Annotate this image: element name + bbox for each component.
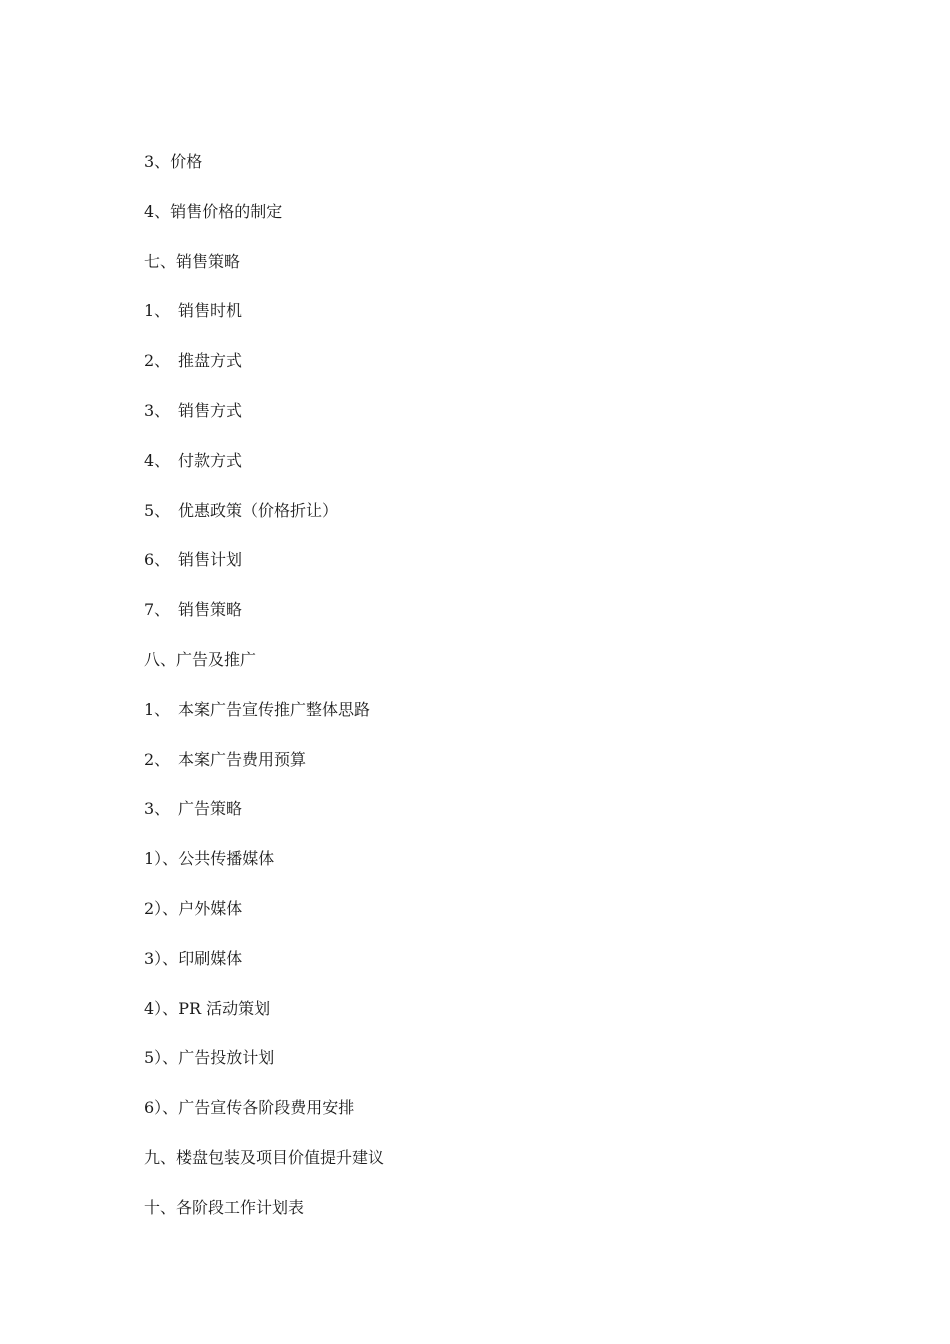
item-number: 6）、 bbox=[144, 1098, 179, 1118]
outline-item bbox=[144, 449, 384, 499]
item-number: 2、 bbox=[144, 351, 171, 371]
item-text: 广告及推广 bbox=[176, 649, 257, 669]
item-number: 5）、 bbox=[144, 1048, 179, 1068]
item-number: 3、 bbox=[144, 799, 171, 819]
outline-item bbox=[144, 349, 384, 399]
item-text: 推盘方式 bbox=[178, 351, 243, 371]
item-text: 广告投放计划 bbox=[178, 1048, 275, 1068]
sub-item bbox=[144, 847, 384, 897]
item-number: 1、 bbox=[144, 301, 171, 321]
outline-item bbox=[144, 150, 384, 200]
item-number: 5、 bbox=[144, 500, 171, 520]
item-number: 3）、 bbox=[144, 948, 179, 968]
section-heading bbox=[144, 648, 384, 698]
item-number: 3、 bbox=[144, 152, 171, 171]
item-number: 九、 bbox=[144, 1147, 177, 1167]
item-number: 十、 bbox=[144, 1197, 177, 1217]
item-number: 1）、 bbox=[144, 849, 179, 869]
outline-item bbox=[144, 399, 384, 449]
item-text: 本案广告宣传推广整体思路 bbox=[178, 699, 371, 719]
item-text: PR 活动策划 bbox=[178, 998, 271, 1018]
item-number: 4）、 bbox=[144, 998, 179, 1018]
item-number: 2）、 bbox=[144, 898, 179, 918]
outline-item bbox=[144, 748, 384, 798]
sub-item bbox=[144, 1096, 384, 1146]
sub-item bbox=[144, 1046, 384, 1096]
item-text: 销售方式 bbox=[178, 400, 243, 420]
item-number: 1、 bbox=[144, 699, 171, 719]
item-text: 销售价格的制定 bbox=[170, 201, 283, 221]
item-number: 4、 bbox=[144, 201, 171, 221]
item-text: 楼盘包装及项目价值提升建议 bbox=[176, 1147, 385, 1167]
outline-item bbox=[144, 200, 384, 250]
item-text: 价格 bbox=[170, 152, 203, 171]
item-number: 7、 bbox=[144, 600, 171, 620]
item-text: 付款方式 bbox=[178, 450, 243, 470]
item-text: 各阶段工作计划表 bbox=[176, 1197, 305, 1217]
item-text: 销售策略 bbox=[178, 600, 243, 620]
item-text: 广告策略 bbox=[178, 799, 243, 819]
outline-item bbox=[144, 499, 384, 549]
item-text: 广告宣传各阶段费用安排 bbox=[178, 1098, 355, 1118]
item-text: 销售时机 bbox=[178, 301, 243, 321]
outline-item bbox=[144, 548, 384, 598]
item-text: 户外媒体 bbox=[178, 898, 243, 918]
item-number: 八、 bbox=[144, 649, 177, 669]
item-number: 七、 bbox=[144, 251, 177, 271]
outline-item bbox=[144, 698, 384, 748]
section-heading bbox=[144, 250, 384, 300]
outline-item bbox=[144, 598, 384, 648]
item-number: 2、 bbox=[144, 749, 171, 769]
sub-item bbox=[144, 947, 384, 997]
item-text: 销售策略 bbox=[176, 251, 241, 271]
item-text: 销售计划 bbox=[178, 550, 243, 570]
item-number: 6、 bbox=[144, 550, 171, 570]
item-text: 公共传播媒体 bbox=[178, 849, 275, 869]
sub-item bbox=[144, 897, 384, 947]
item-text: 本案广告费用预算 bbox=[178, 749, 307, 769]
item-text: 印刷媒体 bbox=[178, 948, 243, 968]
section-heading bbox=[144, 1146, 384, 1196]
item-text: 优惠政策（价格折让） bbox=[178, 500, 339, 520]
section-heading bbox=[144, 1196, 384, 1246]
sub-item bbox=[144, 997, 384, 1047]
item-number: 3、 bbox=[144, 400, 171, 420]
outline-list bbox=[144, 150, 384, 1246]
outline-item bbox=[144, 299, 384, 349]
outline-item bbox=[144, 797, 384, 847]
item-number: 4、 bbox=[144, 450, 171, 470]
